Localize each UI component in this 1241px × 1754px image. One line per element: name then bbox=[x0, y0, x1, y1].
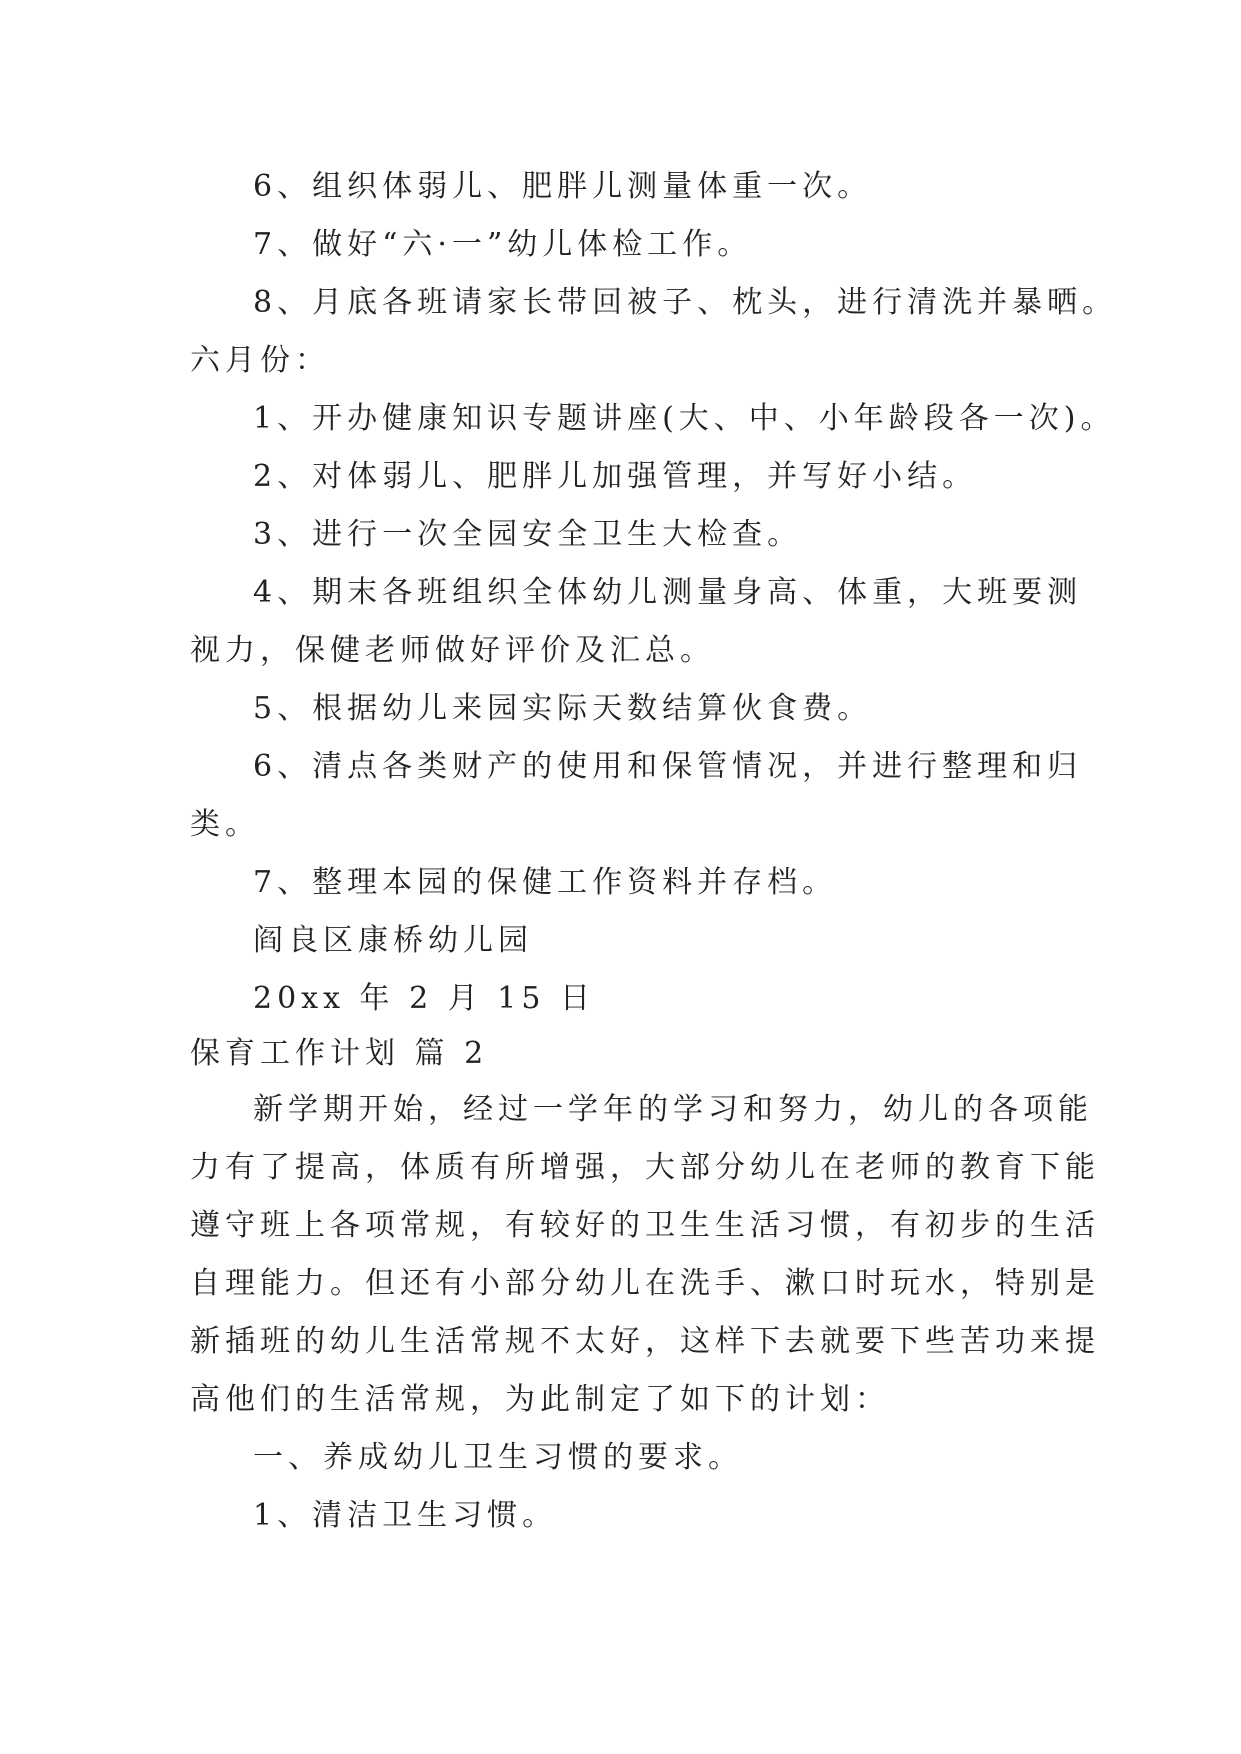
list-item-cleanliness-habits: 1、清洁卫生习惯。 bbox=[253, 1498, 558, 1533]
list-item-inventory: 6、清点各类财产的使用和保管情况，并进行整理和归 bbox=[253, 749, 1083, 784]
list-item-measure-height-weight: 4、期末各班组织全体幼儿测量身高、体重，大班要测 bbox=[253, 575, 1083, 610]
section-heading-june: 六月份： bbox=[190, 343, 330, 378]
paragraph-line: 力有了提高，体质有所增强，大部分幼儿在老师的教育下能 bbox=[190, 1150, 1100, 1185]
paragraph-line: 新插班的幼儿生活常规不太好，这样下去就要下些苦功来提 bbox=[190, 1324, 1100, 1359]
list-item-health-lectures: 1、开办健康知识专题讲座(大、中、小年龄段各一次)。 bbox=[253, 401, 1116, 436]
paragraph-line: 新学期开始，经过一学年的学习和努力，幼儿的各项能 bbox=[253, 1092, 1093, 1127]
list-item-inventory-continued: 类。 bbox=[190, 807, 260, 842]
list-item-meal-fees: 5、根据幼儿来园实际天数结算伙食费。 bbox=[253, 691, 873, 726]
list-item-june-first-checkup: 7、做好“六·一”幼儿体检工作。 bbox=[253, 227, 753, 262]
section-heading-hygiene-habits: 一、养成幼儿卫生习惯的要求。 bbox=[253, 1440, 743, 1475]
paragraph-line: 高他们的生活常规，为此制定了如下的计划： bbox=[190, 1382, 890, 1417]
signature-date: 20xx 年 2 月 15 日 bbox=[253, 981, 595, 1016]
list-item-archive-records: 7、整理本园的保健工作资料并存档。 bbox=[253, 865, 838, 900]
list-item-weigh-children: 6、组织体弱儿、肥胖儿测量体重一次。 bbox=[253, 169, 873, 204]
list-item-wash-bedding: 8、月底各班请家长带回被子、枕头，进行清洗并暴晒。 bbox=[253, 285, 1118, 320]
article-heading: 保育工作计划 篇 2 bbox=[190, 1036, 489, 1071]
paragraph-line: 自理能力。但还有小部分幼儿在洗手、漱口时玩水，特别是 bbox=[190, 1266, 1100, 1301]
paragraph-line: 遵守班上各项常规，有较好的卫生生活习惯，有初步的生活 bbox=[190, 1208, 1100, 1243]
list-item-measure-continued: 视力，保健老师做好评价及汇总。 bbox=[190, 633, 715, 668]
signature-organization: 阎良区康桥幼儿园 bbox=[253, 923, 533, 958]
list-item-safety-inspection: 3、进行一次全园安全卫生大检查。 bbox=[253, 517, 803, 552]
list-item-manage-weak-children: 2、对体弱儿、肥胖儿加强管理，并写好小结。 bbox=[253, 459, 978, 494]
